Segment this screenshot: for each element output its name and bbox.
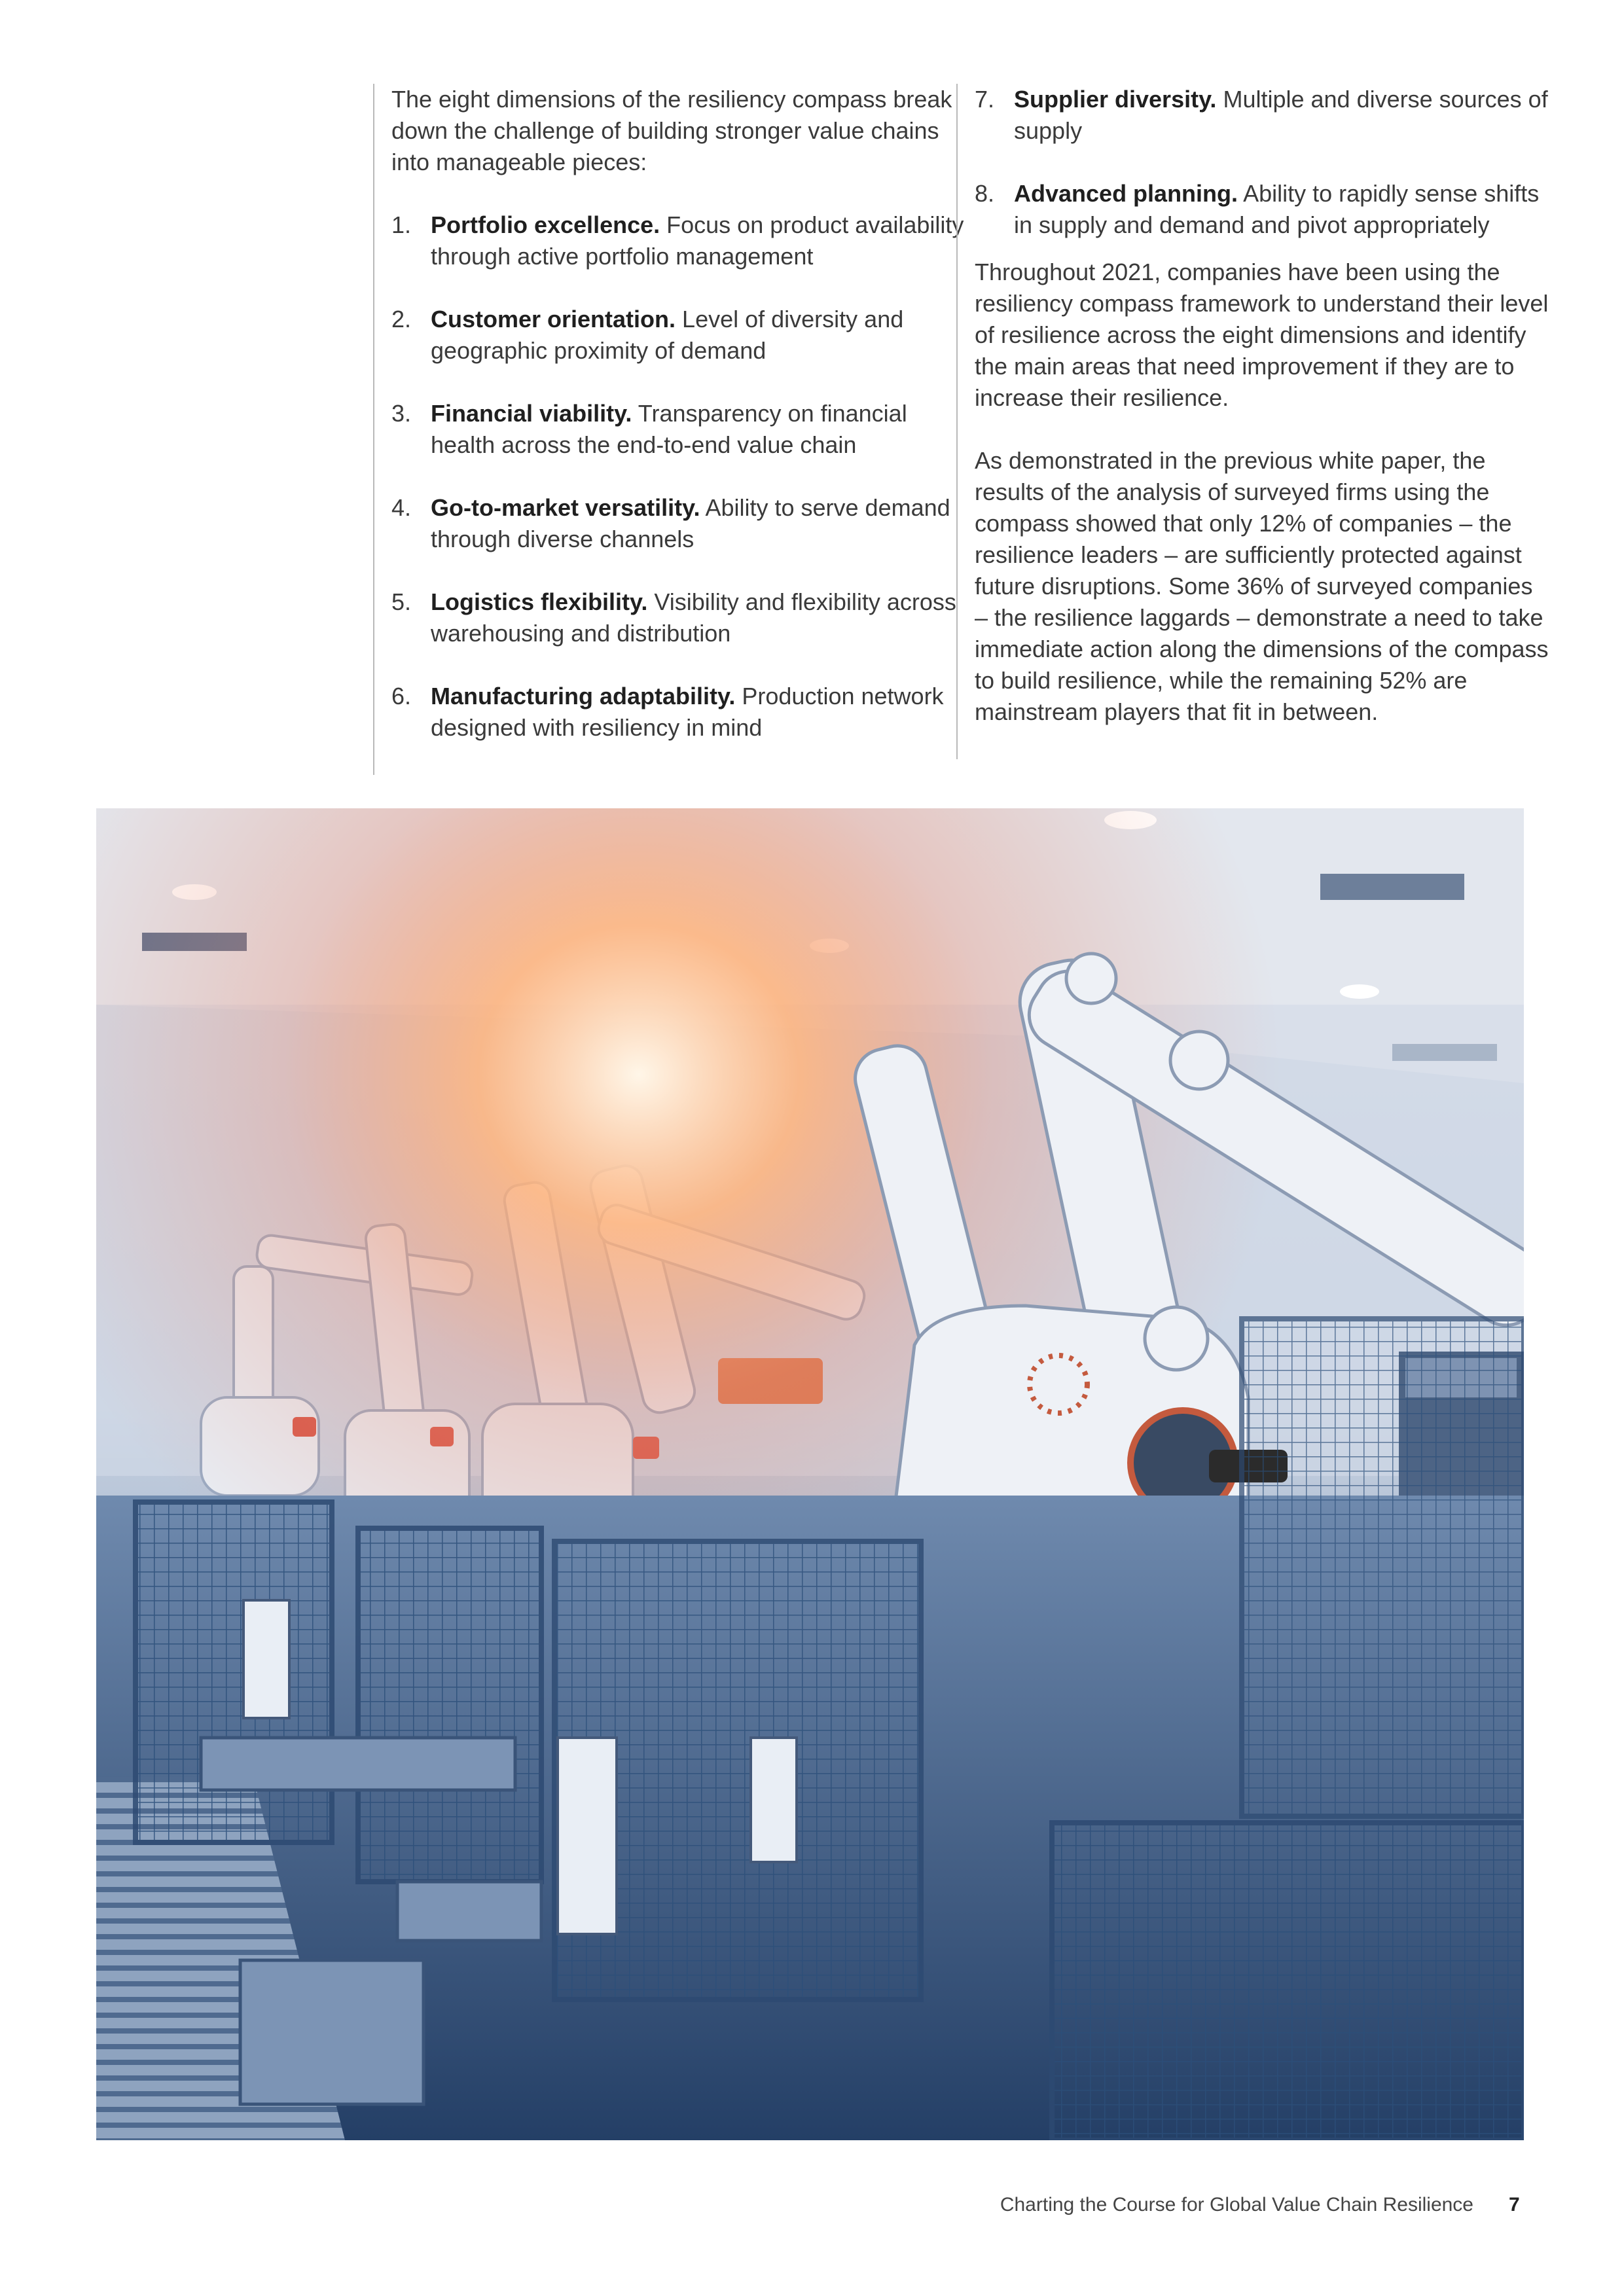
list-item-title: Go-to-market versatility. xyxy=(431,494,700,521)
list-item-title: Manufacturing adaptability. xyxy=(431,683,736,709)
list-number: 4. xyxy=(391,494,412,521)
list-item xyxy=(391,398,967,461)
factory-robot-photo xyxy=(96,808,1524,2140)
page-number: 7 xyxy=(1509,2194,1520,2215)
right-column xyxy=(956,84,1551,759)
list-item-text: Multiple and diverse sources of supply xyxy=(1014,86,1548,144)
list-item-title: Portfolio excellence. xyxy=(431,211,660,238)
intro-paragraph: The eight dimensions of the resiliency compass break down the challenge of building stronger value chains into manageable pieces: xyxy=(391,86,952,175)
list-item xyxy=(391,492,967,555)
list-item-text: Ability to rapidly sense shifts in supply and demand and pivot appropriately xyxy=(1014,180,1540,238)
list-item xyxy=(391,304,967,367)
list-number: 3. xyxy=(391,400,412,427)
list-item-text: Level of diversity and geographic proximity of demand xyxy=(431,306,904,364)
footer-title: Charting the Course for Global Value Chain Resilience xyxy=(1000,2194,1473,2215)
list-item xyxy=(391,681,967,744)
list-number: 1. xyxy=(391,211,412,238)
left-column xyxy=(373,84,967,775)
list-number: 2. xyxy=(391,306,412,332)
list-item-title: Supplier diversity. xyxy=(1014,86,1217,113)
robot-arms-illustration xyxy=(96,808,1524,2140)
list-item-text: Focus on product availability through active portfolio management xyxy=(431,211,964,270)
list-item-title: Advanced planning. xyxy=(1014,180,1238,207)
list-item-title: Financial viability. xyxy=(431,400,632,427)
dimension-list-continued xyxy=(975,84,1551,241)
dimension-list xyxy=(391,209,967,744)
list-number: 5. xyxy=(391,588,412,615)
list-number: 6. xyxy=(391,683,412,709)
list-item-text: Production network designed with resiliency in mind xyxy=(431,683,944,741)
list-item xyxy=(975,84,1551,147)
list-item-text: Visibility and flexibility across warehousing and distribution xyxy=(431,588,956,647)
list-number: 8. xyxy=(975,180,995,207)
list-item-text: Ability to serve demand through diverse channels xyxy=(431,494,950,552)
list-item-text: Transparency on financial health across the end-to-end value chain xyxy=(431,400,907,458)
list-item xyxy=(391,586,967,649)
list-number: 7. xyxy=(975,86,995,113)
body-paragraph: Throughout 2021, companies have been using the resiliency compass framework to understand their level of resilience across the eight dimensions and identify the main areas that need improvement if they are to increase their resilience. xyxy=(975,259,1549,411)
list-item xyxy=(975,178,1551,241)
list-item xyxy=(391,209,967,272)
list-item-title: Logistics flexibility. xyxy=(431,588,648,615)
body-paragraph: As demonstrated in the previous white paper, the results of the analysis of surveyed firms using the compass showed that only 12% of companies – the resilience leaders – are sufficiently protected against future disruptions. Some 36% of surveyed companies – the resilience laggards – demonstrate a need to take immediate action along the dimensions of the compass to build resilience, while the remaining 52% are mainstream players that fit in between. xyxy=(975,447,1549,725)
list-item-title: Customer orientation. xyxy=(431,306,676,332)
